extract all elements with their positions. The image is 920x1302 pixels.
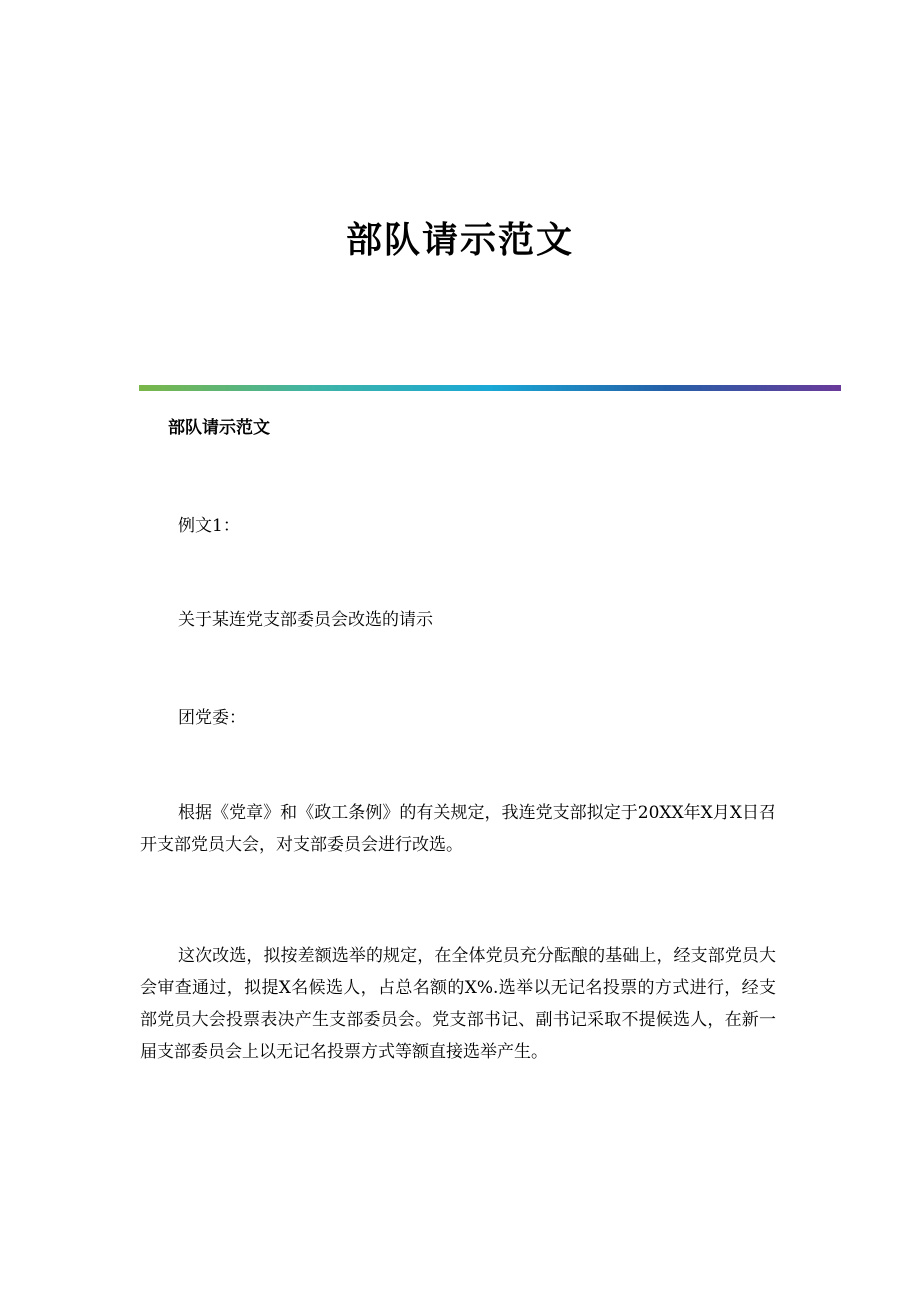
document-title: 部队请示范文 <box>345 219 574 261</box>
paragraph-addressee: 团党委： <box>178 708 246 728</box>
paragraph-example-label: 例文1： <box>178 516 240 536</box>
document-subtitle: 部队请示范文 <box>168 418 270 438</box>
gradient-divider <box>139 385 841 391</box>
paragraph-request-title: 关于某连党支部委员会改选的请示 <box>178 610 433 630</box>
paragraph-body-1: 根据《党章》和《政工条例》的有关规定，我连党支部拟定于20XX年X月X日召开支部党员大会，对支部委员会进行改选。 <box>140 803 776 855</box>
paragraph-body-2: 这次改选，拟按差额选举的规定，在全体党员充分酝酿的基础上，经支部党员大会审查通过，拟提X名候选人，占总名额的X%.选举以无记名投票的方式进行，经支部党员大会投票表决产生支部委员会。党支部书记、副书记采取不提候选人，在新一届支部委员会上以无记名投票方式等额直接选举产生。 <box>140 946 776 1062</box>
